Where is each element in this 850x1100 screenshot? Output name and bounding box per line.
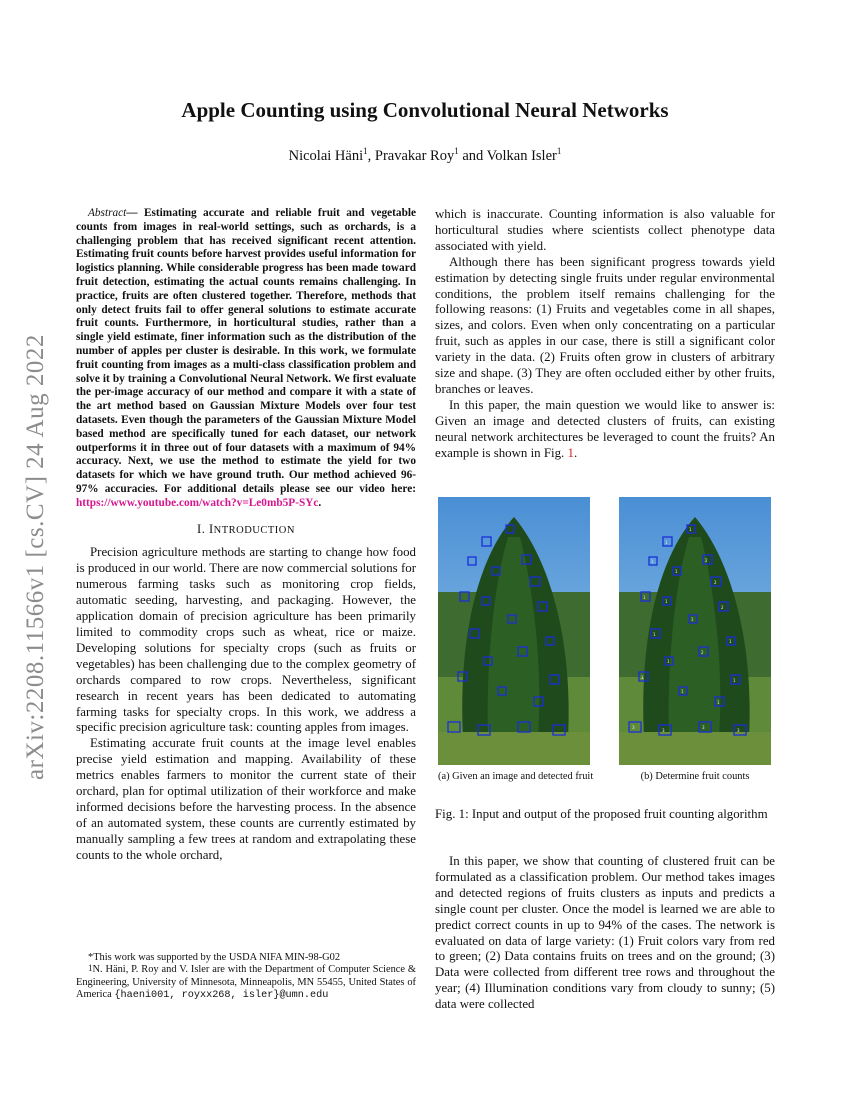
svg-text:2: 2 (705, 558, 708, 563)
svg-text:1: 1 (653, 632, 656, 637)
svg-text:1: 1 (651, 559, 654, 564)
svg-text:1: 1 (681, 689, 684, 694)
author-name: Pravakar Roy (374, 148, 455, 164)
figure-1-caption: Fig. 1: Input and output of the proposed fruit counting algorithm (435, 807, 768, 821)
right-column-top (435, 207, 775, 462)
section-number: I. (197, 521, 209, 536)
abstract (76, 207, 416, 511)
video-link[interactable]: https://www.youtube.com/watch?v=Le0mb5P-SYc (76, 496, 319, 509)
svg-text:3: 3 (632, 725, 635, 730)
right-paragraph-1: Although there has been significant progress towards yield estimation by detecting single fruits under regular environmental conditions, the problem itself remains challenging for the following reasons: (1) Fruits and vegetables come in all shapes, sizes, and colors. Even when only concentrating on a particular fruit, such as apples in our case, there is still a significant color variety in the data. (2) Fruits often grow in clusters of arbitrary size and shape. (3) They are often occluded either by other fruits, branches or leaves. (435, 254, 775, 396)
abstract-label: Abstract (88, 207, 127, 219)
abstract-end: . (318, 496, 322, 509)
svg-text:1: 1 (689, 527, 692, 532)
right-paragraph-2 (435, 398, 775, 462)
footnote-funding: *This work was supported by the USDA NIFA MIN-98-G02 (88, 952, 341, 963)
svg-text:3: 3 (737, 728, 740, 733)
footnotes (76, 952, 416, 1002)
affiliation-mark: 1 (454, 146, 459, 156)
svg-text:3: 3 (662, 728, 665, 733)
right-column-bottom (435, 854, 775, 1013)
svg-text:1: 1 (667, 659, 670, 664)
affiliation-mark: 1 (363, 146, 368, 156)
svg-text:2: 2 (721, 605, 724, 610)
author-name: Nicolai Häni (288, 148, 364, 164)
subfigure-b-caption: (b) Determine fruit counts (640, 771, 750, 782)
author-separator: , (367, 148, 375, 164)
svg-text:1: 1 (717, 700, 720, 705)
author-name: Volkan Isler (486, 148, 557, 164)
section-heading-introduction (76, 522, 416, 539)
intro-paragraph-1: Precision agriculture methods are starting to change how food is produced in our world. There are now commercial solutions for numerous farming tasks such as monitoring crop fields, automatic seeding, harvesting, and packaging. However, the application domain of precision agriculture has been primarily limited to commodity crops such as wheat, rice or maize. Developing solutions for specialty crops (such as fruits or vegetables) has been challenging due to the complex geometry of orchards compared to row crops. Nevertheless, significant research in recent years has been dedicated to automating farming tasks for specialty crops. In this work, we address a specific precision agriculture task: counting apples from images. (76, 545, 416, 735)
author-list (0, 148, 850, 165)
author-separator: and (458, 148, 487, 164)
section-title-rest: NTRODUCTION (213, 524, 295, 536)
right-paragraph-3: In this paper, we show that counting of clustered fruit can be formulated as a classification problem. Our method takes images and detected regions of fruits clusters as inputs and predicts a single count per cluster. Once the model is learned we are able to predict correct counts in up to 94% of the cases. The network is evaluated on data of large variety: (1) Fruit colors vary from red to green; (2) Data contains fruits on trees and on the ground; (3) Data were collected from different tree rows and throughout the year; (4) Illumination conditions vary from cloudy to sunny; (5) data were collected (435, 854, 775, 1012)
svg-text:1: 1 (665, 599, 668, 604)
right-paragraph-0: which is inaccurate. Counting information is also valuable for horticultural studies where scientists collect phenotype data associated with yield. (435, 207, 775, 253)
subfigure-a-caption: (a) Given an image and detected fruit (438, 771, 594, 782)
left-column (76, 207, 416, 864)
footnote-affiliation-text: N. Häni, P. Roy and V. Isler are with the Department of Computer Science & Engineering, University of Minnesota, Minneapolis, MN 55455, United States of America (76, 964, 416, 1000)
author-emails: {haeni001, royxx268, isler}@umn.edu (114, 989, 329, 1001)
footnote-mark: 1 (88, 963, 93, 974)
svg-text:1: 1 (733, 678, 736, 683)
svg-text:3: 3 (702, 725, 705, 730)
section-title-initial: I (208, 521, 214, 536)
svg-text:2: 2 (701, 650, 704, 655)
arxiv-identifier: arXiv:2208.11566v1 [cs.CV] 24 Aug 2022 (22, 334, 49, 780)
abstract-dash: — (126, 207, 144, 219)
abstract-text: Estimating accurate and reliable fruit and vegetable counts from images in real-world settings, such as orchards, is a challenging problem that has received significant recent attention. Estimating fruit counts before harvest provides useful information for logistics planning. While considerable progress has been made toward fruit detection, estimating the actual counts remains challenging. In practice, fruits are often clustered together. Therefore, methods that only detect fruits fail to offer general solutions to estimate accurate fruit counts. Furthermore, in horticultural studies, rather than a single yield estimate, finer information such as the distribution of the number of apples per cluster is desirable. In this work, we formulate fruit counting from images as a multi-class classification problem and solve it by training a Convolutional Neural Network. We first evaluate the per-image accuracy of our method and compare it with a state of the art method based on Gaussian Mixture Models over four test datasets. Even though the parameters of the Gaussian Mixture Model based method are specifically tuned for each dataset, our network outperforms it in three out of four datasets with a maximum of 94% accuracy. Next, we use the method to estimate the yield for two datasets for which we have ground truth. Our method achieved 96-97% accuracies. For additional details please see our video here: (76, 207, 417, 495)
footnote-affiliation (76, 964, 416, 1002)
svg-text:1: 1 (691, 617, 694, 622)
paper-title: Apple Counting using Convolutional Neural Networks (181, 98, 669, 122)
figure-1a-image (438, 497, 590, 765)
intro-paragraph-2: Estimating accurate fruit counts at the image level enables precise yield estimation and mapping. Availability of these metrics enables farmers to monitor the current state of their orchard, plan for optimal utilization of their workforce and make informed decisions before the harvesting process. In the absence of an automated system, these counts are currently estimated by manually sampling a few trees at random and extrapolating these counts to the whole orchard, (76, 736, 416, 862)
svg-text:1: 1 (643, 595, 646, 600)
svg-text:2: 2 (714, 580, 717, 585)
right-paragraph-2-end: . (573, 445, 578, 460)
svg-text:1: 1 (641, 675, 644, 680)
svg-text:1: 1 (729, 639, 732, 644)
figure-1b-image (619, 497, 771, 765)
figure-reference-link[interactable]: 1 (567, 445, 574, 460)
svg-text:1: 1 (675, 569, 678, 574)
right-paragraph-2-text: In this paper, the main question we would like to answer is: Given an image and detected clusters of fruits, can existing neural network architectures be leveraged to count the fruits? An example is shown in Fig. (435, 397, 775, 460)
svg-text:1: 1 (665, 540, 668, 545)
affiliation-mark: 1 (556, 146, 562, 156)
